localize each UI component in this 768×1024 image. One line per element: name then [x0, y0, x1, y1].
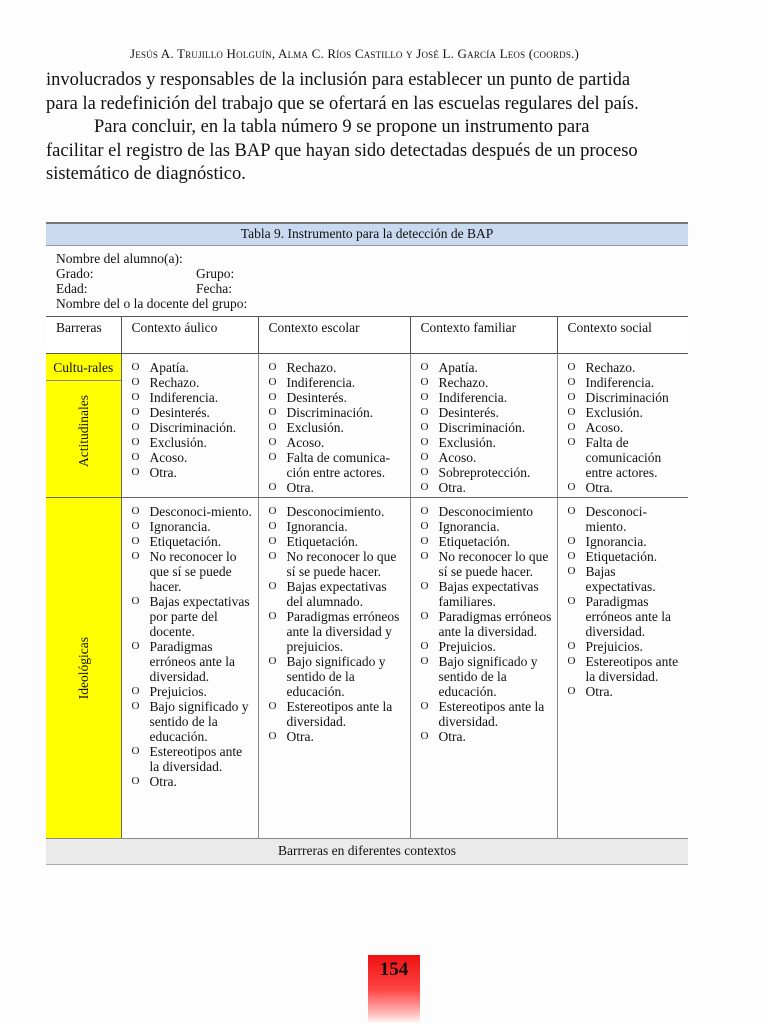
list-item-text: Acoso.: [149, 450, 188, 465]
list-item-text: Indiferencia.: [286, 375, 356, 390]
list-item: [421, 435, 553, 450]
circle-bullet-icon: O: [268, 580, 277, 592]
list-item: [132, 699, 254, 744]
list-item: [568, 564, 685, 594]
list-item-text: Etiquetación.: [438, 534, 511, 549]
list-item: [568, 594, 685, 639]
header-escolar: Contexto escolar: [258, 317, 410, 354]
list-item-text: Discriminación.: [149, 420, 237, 435]
cell-ideologicas-familiar: [410, 498, 557, 839]
list-item: [132, 450, 254, 465]
list-item-text: Sobreprotección.: [438, 465, 531, 480]
list-item-text: Paradigmas erróneos ante la diversidad.: [585, 594, 671, 639]
list-item: [269, 360, 406, 375]
table-row-actitudinales: [46, 354, 688, 498]
list-item-text: Paradigmas erróneos ante la diversidad.: [438, 609, 552, 639]
circle-bullet-icon: O: [567, 376, 576, 388]
list-item-text: Rechazo.: [438, 375, 489, 390]
list-item-text: Exclusión.: [149, 435, 207, 450]
list-item: [568, 654, 685, 684]
circle-bullet-icon: O: [268, 520, 277, 532]
list-item: [421, 360, 553, 375]
circle-bullet-icon: O: [131, 391, 140, 403]
list-item: [421, 534, 553, 549]
list-item: [421, 450, 553, 465]
paragraph-2: Para concluir, en la tabla número 9 se propone un instrumento para facilitar el registro de las BAP que hayan sido detectadas después de un proceso sistemático de diagnóstico.: [46, 117, 638, 184]
circle-bullet-icon: O: [420, 550, 429, 562]
page-number: 154: [379, 959, 409, 980]
list-item: [568, 480, 685, 495]
list-item: [132, 375, 254, 390]
circle-bullet-icon: O: [420, 535, 429, 547]
circle-bullet-icon: O: [420, 361, 429, 373]
list-item: [568, 684, 685, 699]
list-item-text: Otra.: [149, 774, 177, 789]
circle-bullet-icon: O: [567, 436, 576, 448]
list-item-text: Ignorancia.: [286, 519, 348, 534]
circle-bullet-icon: O: [131, 700, 140, 712]
cell-actitudinales-aulico: [121, 354, 258, 498]
list-item: [269, 405, 406, 420]
running-head: Jesús A. Trujillo Holguín, Alma C. Ríos Castillo y José L. García Leos (coords.): [130, 46, 580, 61]
list-item-text: Desconoci-miento.: [149, 504, 252, 519]
circle-bullet-icon: O: [268, 550, 277, 562]
header-barreras: Barreras: [46, 317, 121, 354]
circle-bullet-icon: O: [567, 685, 576, 697]
list-item: [269, 390, 406, 405]
circle-bullet-icon: O: [567, 550, 576, 562]
list-item-text: Rechazo.: [149, 375, 200, 390]
list-item-text: Bajas expectativas familiares.: [438, 579, 539, 609]
list-item: [269, 534, 406, 549]
list-item-text: Ignorancia.: [438, 519, 500, 534]
list-item-text: Etiquetación.: [286, 534, 359, 549]
field-grupo: Grupo:: [196, 266, 235, 281]
body-text: [46, 69, 646, 187]
cell-actitudinales-escolar: [258, 354, 410, 498]
list-item: [568, 435, 685, 480]
list-item: [269, 609, 406, 654]
list-item: [568, 405, 685, 420]
list-item-text: Discriminación.: [286, 405, 374, 420]
list-item: [421, 420, 553, 435]
list-item: [269, 579, 406, 609]
list-item-text: Etiquetación.: [585, 549, 658, 564]
list-item: [269, 654, 406, 699]
list-item: [421, 639, 553, 654]
field-edad: Edad:: [56, 281, 88, 296]
list-item-text: Acoso.: [438, 450, 477, 465]
list-item-text: Prejuicios.: [149, 684, 207, 699]
circle-bullet-icon: O: [420, 406, 429, 418]
circle-bullet-icon: O: [420, 610, 429, 622]
field-grado: Grado:: [56, 266, 94, 281]
list-item: [269, 480, 406, 495]
list-item: [421, 390, 553, 405]
circle-bullet-icon: O: [567, 361, 576, 373]
list-item: [421, 609, 553, 639]
list-item: [421, 504, 553, 519]
circle-bullet-icon: O: [131, 376, 140, 388]
list-item-text: Etiquetación.: [149, 534, 222, 549]
circle-bullet-icon: O: [420, 580, 429, 592]
list-item: [132, 594, 254, 639]
list-item-text: Bajo significado y sentido de la educación.: [286, 654, 386, 699]
circle-bullet-icon: O: [268, 376, 277, 388]
circle-bullet-icon: O: [131, 451, 140, 463]
list-item-text: Desconocimiento: [438, 504, 533, 519]
list-item-text: Prejuicios.: [438, 639, 496, 654]
list-item-text: Indiferencia.: [585, 375, 655, 390]
list-item-text: Otra.: [438, 729, 466, 744]
list-item: [132, 534, 254, 549]
field-line-grado: [56, 266, 678, 281]
circle-bullet-icon: O: [420, 730, 429, 742]
field-line-edad: [56, 281, 678, 296]
list-item: [568, 420, 685, 435]
circle-bullet-icon: O: [131, 466, 140, 478]
list-item: [421, 465, 553, 480]
field-fecha: Fecha:: [196, 281, 232, 296]
list-item-text: Bajo significado y sentido de la educación.: [438, 654, 538, 699]
circle-bullet-icon: O: [567, 421, 576, 433]
list-item-text: Prejuicios.: [585, 639, 643, 654]
list-item-text: Acoso.: [286, 435, 325, 450]
list-item-text: Acoso.: [585, 420, 624, 435]
table-caption: Tabla 9. Instrumento para la detección de BAP: [46, 223, 688, 246]
list-item-text: Indiferencia.: [438, 390, 508, 405]
table-footer: Barrreras en diferentes contextos: [46, 839, 688, 865]
list-item-text: Bajas expectativas.: [585, 564, 656, 594]
list-item-text: Estereotipos ante la diversidad.: [149, 744, 243, 774]
bap-detection-table: [46, 222, 688, 865]
list-item-text: Otra.: [286, 729, 314, 744]
circle-bullet-icon: O: [131, 406, 140, 418]
paragraph-1: involucrados y responsables de la inclusión para establecer un punto de partida para la redefinición del trabajo que se ofertará en las escuelas regulares del país.: [46, 70, 639, 114]
list-item: [132, 390, 254, 405]
circle-bullet-icon: O: [420, 436, 429, 448]
circle-bullet-icon: O: [131, 745, 140, 757]
circle-bullet-icon: O: [567, 595, 576, 607]
circle-bullet-icon: O: [268, 505, 277, 517]
table-row-ideologicas: [46, 498, 688, 839]
list-item: [132, 519, 254, 534]
student-info: [46, 246, 688, 317]
list-item-text: Exclusión.: [585, 405, 643, 420]
list-item: [421, 549, 553, 579]
list-item-text: Falta de comunica-ción entre actores.: [286, 450, 390, 480]
list-item: [568, 549, 685, 564]
circle-bullet-icon: O: [567, 391, 576, 403]
list-item: [132, 684, 254, 699]
list-item: [421, 405, 553, 420]
cell-ideologicas-social: [557, 498, 688, 839]
list-item: [269, 375, 406, 390]
circle-bullet-icon: O: [420, 505, 429, 517]
list-item-text: Indiferencia.: [149, 390, 219, 405]
cell-actitudinales-familiar: [410, 354, 557, 498]
field-nombre: Nombre del alumno(a):: [56, 251, 183, 266]
list-item: [421, 375, 553, 390]
list-item: [132, 465, 254, 480]
list-item-text: Exclusión.: [286, 420, 344, 435]
header-familiar: Contexto familiar: [410, 317, 557, 354]
list-item: [132, 744, 254, 774]
header-aulico: Contexto áulico: [121, 317, 258, 354]
circle-bullet-icon: O: [268, 361, 277, 373]
circle-bullet-icon: O: [268, 610, 277, 622]
circle-bullet-icon: O: [420, 700, 429, 712]
cell-ideologicas-aulico: [121, 498, 258, 839]
field-docente: Nombre del o la docente del grupo:: [56, 296, 248, 311]
list-item-text: Otra.: [286, 480, 314, 495]
list-item: [568, 504, 685, 534]
list-item: [421, 654, 553, 699]
list-item: [421, 699, 553, 729]
list-item-text: Bajas expectativas del alumnado.: [286, 579, 387, 609]
list-item: [132, 549, 254, 594]
list-item-text: Apatía.: [438, 360, 478, 375]
list-item: [132, 360, 254, 375]
circle-bullet-icon: O: [131, 505, 140, 517]
circle-bullet-icon: O: [420, 391, 429, 403]
list-item: [269, 699, 406, 729]
list-item: [421, 579, 553, 609]
circle-bullet-icon: O: [268, 535, 277, 547]
circle-bullet-icon: O: [268, 700, 277, 712]
circle-bullet-icon: O: [131, 595, 140, 607]
list-item-text: Otra.: [585, 684, 613, 699]
list-item-text: Bajas expectativas por parte del docente.: [149, 594, 250, 639]
cell-ideologicas-escolar: [258, 498, 410, 839]
circle-bullet-icon: O: [131, 685, 140, 697]
row-label-cell-actitudinales: [46, 354, 121, 498]
list-item: [132, 420, 254, 435]
list-item-text: Discriminación.: [438, 420, 526, 435]
list-item-text: Otra.: [149, 465, 177, 480]
circle-bullet-icon: O: [131, 421, 140, 433]
list-item-text: Estereotipos ante la diversidad.: [438, 699, 545, 729]
list-item: [269, 435, 406, 450]
list-item-text: Exclusión.: [438, 435, 496, 450]
circle-bullet-icon: O: [131, 361, 140, 373]
list-item: [421, 519, 553, 534]
circle-bullet-icon: O: [268, 436, 277, 448]
circle-bullet-icon: O: [420, 481, 429, 493]
circle-bullet-icon: O: [268, 655, 277, 667]
list-item-text: Bajo significado y sentido de la educación.: [149, 699, 249, 744]
list-item: [568, 360, 685, 375]
list-item-text: Ignorancia.: [585, 534, 647, 549]
list-item: [132, 504, 254, 519]
list-item-text: No reconocer lo que sí se puede hacer.: [286, 549, 397, 579]
list-item-text: Desconoci-miento.: [585, 504, 647, 534]
circle-bullet-icon: O: [420, 466, 429, 478]
list-item-text: Rechazo.: [286, 360, 337, 375]
list-item: [269, 519, 406, 534]
circle-bullet-icon: O: [268, 421, 277, 433]
circle-bullet-icon: O: [567, 481, 576, 493]
list-item-text: No reconocer lo que sí se puede hacer.: [438, 549, 549, 579]
circle-bullet-icon: O: [567, 406, 576, 418]
circle-bullet-icon: O: [268, 451, 277, 463]
circle-bullet-icon: O: [268, 730, 277, 742]
circle-bullet-icon: O: [420, 451, 429, 463]
circle-bullet-icon: O: [567, 640, 576, 652]
list-item-text: Desconocimiento.: [286, 504, 385, 519]
list-item-text: Otra.: [585, 480, 613, 495]
row-label-ideologicas: Ideológicas: [75, 636, 91, 700]
list-item: [421, 729, 553, 744]
circle-bullet-icon: O: [420, 640, 429, 652]
list-item: [421, 480, 553, 495]
circle-bullet-icon: O: [567, 535, 576, 547]
circle-bullet-icon: O: [420, 520, 429, 532]
circle-bullet-icon: O: [420, 421, 429, 433]
list-item-text: Apatía.: [149, 360, 189, 375]
list-item: [568, 375, 685, 390]
page-number-badge: [368, 955, 420, 1024]
list-item: [568, 390, 685, 405]
list-item-text: Estereotipos ante la diversidad.: [585, 654, 679, 684]
cell-actitudinales-social: [557, 354, 688, 498]
list-item: [568, 534, 685, 549]
row-label-culturales: Cultu-rales: [46, 354, 121, 381]
list-item-text: Desinterés.: [438, 405, 499, 420]
circle-bullet-icon: O: [567, 655, 576, 667]
row-label-actitudinales: Actitudinales: [75, 395, 91, 467]
list-item: [269, 450, 406, 480]
list-item-text: Discriminación: [585, 390, 669, 405]
header-social: Contexto social: [557, 317, 688, 354]
list-item-text: Desinterés.: [149, 405, 210, 420]
list-item-text: Ignorancia.: [149, 519, 211, 534]
list-item: [132, 639, 254, 684]
list-item: [269, 504, 406, 519]
list-item: [132, 774, 254, 789]
circle-bullet-icon: O: [567, 505, 576, 517]
circle-bullet-icon: O: [131, 550, 140, 562]
circle-bullet-icon: O: [131, 775, 140, 787]
circle-bullet-icon: O: [567, 565, 576, 577]
list-item-text: Estereotipos ante la diversidad.: [286, 699, 393, 729]
circle-bullet-icon: O: [268, 391, 277, 403]
circle-bullet-icon: O: [131, 520, 140, 532]
list-item-text: Otra.: [438, 480, 466, 495]
list-item: [269, 729, 406, 744]
circle-bullet-icon: O: [131, 436, 140, 448]
list-item: [132, 435, 254, 450]
list-item-text: Paradigmas erróneos ante la diversidad.: [149, 639, 235, 684]
circle-bullet-icon: O: [420, 655, 429, 667]
circle-bullet-icon: O: [268, 481, 277, 493]
list-item: [269, 549, 406, 579]
circle-bullet-icon: O: [420, 376, 429, 388]
list-item: [132, 405, 254, 420]
list-item-text: Desinterés.: [286, 390, 347, 405]
circle-bullet-icon: O: [131, 640, 140, 652]
circle-bullet-icon: O: [131, 535, 140, 547]
list-item-text: Rechazo.: [585, 360, 636, 375]
circle-bullet-icon: O: [268, 406, 277, 418]
list-item: [568, 639, 685, 654]
row-label-cell-ideologicas: [46, 498, 121, 839]
list-item-text: Falta de comunicación entre actores.: [585, 435, 662, 480]
list-item-text: No reconocer lo que sí se puede hacer.: [149, 549, 237, 594]
list-item-text: Paradigmas erróneos ante la diversidad y prejuicios.: [286, 609, 400, 654]
list-item: [269, 420, 406, 435]
